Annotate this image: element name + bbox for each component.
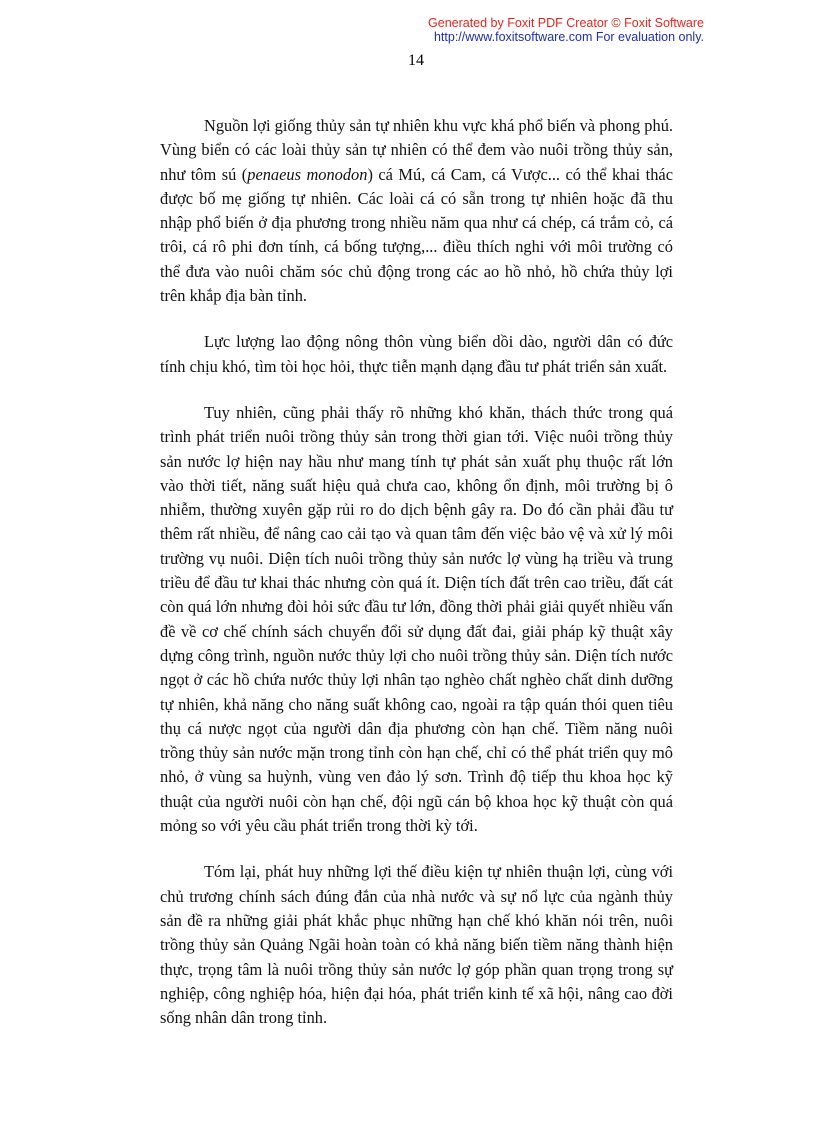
paragraph-1-text-b: ) cá Mú, cá Cam, cá Vược... có thể khai thác được bố mẹ giống tự nhiên. Các loài cá có sẵn trong tự nhiên hoặc đã thu nhập phổ biến ở địa phương trong nhiều năm qua như cá chép, cá trắm cỏ, cá trôi, cá rô phi đơn tính, cá bống tượng,... điều thích nghi với môi trường có thể đưa vào nuôi chăm sóc chủ động trong các ao hồ nhỏ, hồ chứa thủy lợi trên khắp địa bàn tỉnh. [160, 164, 673, 306]
page-number: 14 [408, 52, 424, 69]
paragraph-4: Tóm lại, phát huy những lợi thế điều kiện tự nhiên thuận lợi, cùng với chủ trương chính sách đúng đắn của nhà nước và sự nổ lực của ngành thủy sản đề ra những giải phát khắc phục những hạn chế khó khăn nói trên, nuôi trồng thủy sản Quảng Ngãi hoàn toàn có khả năng biến tiềm năng thành hiện thực, trọng tâm là nuôi trồng thủy sản nước lợ góp phần quan trọng trong sự nghiệp, công nghiệp hóa, hiện đại hóa, phát triển kinh tế xã hội, nâng cao đời sống nhân dân trong tỉnh. [160, 862, 673, 1028]
species-name: penaeus monodon [247, 164, 368, 184]
paragraph-1 [160, 114, 673, 308]
paragraph-1-text-a: Nguồn lợi giống thủy sản tự nhiên khu vực khá phổ biến và phong phú. Vùng biển có các loài thủy sản tự nhiên có thể đem vào nuôi trồng thủy sản, như tôm sú ( [160, 116, 673, 184]
document-body [160, 114, 673, 1052]
foxit-creator-line: Generated by Foxit PDF Creator © Foxit Software [428, 16, 704, 30]
paragraph-2: Lực lượng lao động nông thôn vùng biển dồi dào, người dân có đức tính chịu khó, tìm tòi học hỏi, thực tiễn mạnh dạng đầu tư phát triển sản xuất. [160, 332, 673, 376]
paragraph-3: Tuy nhiên, cũng phải thấy rõ những khó khăn, thách thức trong quá trình phát triển nuôi trồng thủy sản trong thời gian tới. Việc nuôi trồng thủy sản nước lợ hiện nay hầu như mang tính tự phát sản xuất phụ thuộc rất lớn vào thời tiết, năng suất hiệu quả chưa cao, không ổn định, môi trường bị ô nhiễm, thường xuyên gặp rủi ro do dịch bệnh gây ra. Do đó cần phải đầu tư thêm rất nhiều, để nâng cao cải tạo và quan tâm đến việc bảo vệ và xử lý môi trường vụ nuôi. Diện tích nuôi trồng thủy sản nước lợ vùng hạ triều và trung triều để đầu tư khai thác nhưng còn quá ít. Diện tích đất trên cao triều, đất cát còn quá lớn nhưng đòi hỏi sức đầu tư lớn, đồng thời phải giải quyết nhiều vấn đề về cơ chế chính sách chuyển đổi sử dụng đất đai, giải pháp kỹ thuật xây dựng công trình, nguồn nước thủy lợi cho nuôi trồng thủy sản. Diện tích nước ngọt ở các hồ chứa nước thủy lợi nhân tạo nghèo chất nghèo chất dinh dưỡng tự nhiên, khả năng cho năng suất không cao, ngoài ra tập quán thói quen tiêu thụ cá nược ngọt của người dân địa phương còn hạn chế. Tiềm năng nuôi trồng thủy sản nước mặn trong tỉnh còn hạn chế, chỉ có thể phát triển quy mô nhỏ, ở vùng sa huỳnh, vùng ven đảo lý sơn. Trình độ tiếp thu khoa học kỹ thuật của người nuôi còn hạn chế, đội ngũ cán bộ khoa học kỹ thuật còn quá mỏng so với yêu cầu phát triển trong thời kỳ tới. [160, 402, 673, 836]
foxit-watermark [384, 16, 704, 44]
foxit-url-line: http://www.foxitsoftware.com For evaluation only. [433, 30, 704, 44]
